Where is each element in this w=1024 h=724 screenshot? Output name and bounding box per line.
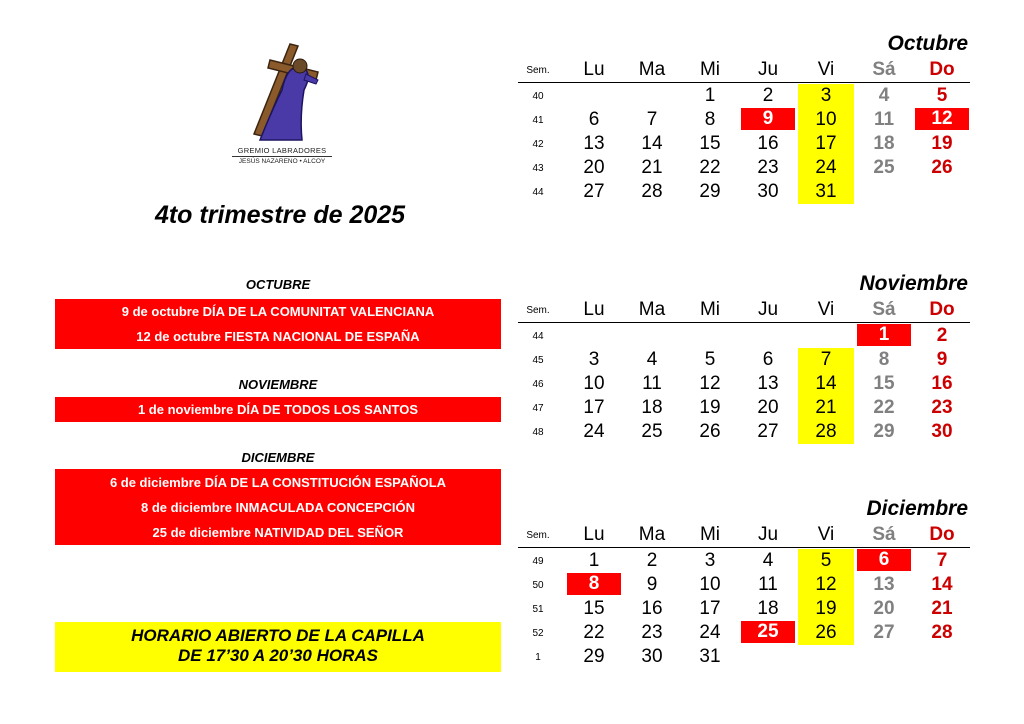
day-cell: 13 [873,574,895,595]
holiday-day-cell: 6 [857,549,911,571]
day-cell: 13 [583,133,605,154]
day-cell: 7 [936,550,948,571]
week-number-header: Sem. [526,65,550,76]
day-cell: 22 [873,397,895,418]
day-cell: 5 [798,549,854,573]
day-cell: 8 [704,109,716,130]
logo [232,40,332,175]
day-cell: 21 [641,157,663,178]
week-number: 40 [532,91,544,102]
day-cell: 19 [699,397,721,418]
day-cell: 30 [757,181,779,202]
octubre-holidays-box [55,299,501,349]
week-number-header: Sem. [526,305,550,316]
day-cell: 21 [798,396,854,420]
week-number: 46 [532,379,544,390]
day-cell: 28 [931,622,953,643]
day-cell: 3 [798,84,854,108]
day-header: Do [929,524,955,545]
day-cell: 21 [931,598,953,619]
day-cell: 4 [762,550,774,571]
day-header-row [518,298,970,323]
noviembre-holidays-box [55,397,501,422]
week-number: 48 [532,427,544,438]
day-cell: 3 [588,349,600,370]
day-cell: 19 [931,133,953,154]
day-cell: 16 [641,598,663,619]
holiday-item: 12 de octubre FIESTA NACIONAL DE ESPAÑA [136,329,420,344]
day-cell: 18 [757,598,779,619]
holiday-day-cell: 9 [741,108,795,130]
day-cell: 22 [699,157,721,178]
noviembre-heading: NOVIEMBRE [238,377,318,392]
month-noviembre [518,272,970,452]
schedule-line2: DE 17’30 A 20’30 HORAS [178,646,378,665]
day-cell: 2 [936,325,948,346]
day-cell: 17 [798,132,854,156]
day-cell: 14 [931,574,953,595]
diciembre-heading: DICIEMBRE [241,450,315,465]
day-header: Ma [638,299,666,320]
day-cell: 13 [757,373,779,394]
page-title: 4to trimestre de 2025 [154,201,406,229]
day-cell: 29 [873,421,895,442]
day-header: Vi [817,524,835,545]
day-header: Lu [583,59,605,80]
day-header: Mi [699,524,721,545]
logo-text-gremio: GREMIO LABRADORES [237,146,327,155]
day-cell: 17 [699,598,721,619]
day-cell: 11 [758,574,778,595]
day-cell: 23 [931,397,953,418]
day-cell: 9 [646,574,658,595]
day-cell: 11 [642,373,662,394]
day-cell: 14 [798,372,854,396]
nazareno-logo-icon [232,40,332,145]
day-cell: 4 [646,349,658,370]
week-number: 52 [532,628,544,639]
month-diciembre [518,497,970,677]
day-header: Ma [638,524,666,545]
day-header: Ju [757,299,779,320]
day-cell: 24 [798,156,854,180]
day-cell: 10 [583,373,605,394]
month-title: Noviembre [859,272,968,295]
week-number: 44 [532,331,544,342]
day-header: Do [929,299,955,320]
day-cell: 20 [757,397,779,418]
day-header: Lu [583,299,605,320]
day-cell: 15 [583,598,605,619]
day-cell: 1 [588,550,600,571]
day-cell: 2 [762,85,774,106]
holiday-item: 1 de noviembre DÍA DE TODOS LOS SANTOS [137,402,419,417]
octubre-heading: OCTUBRE [245,277,311,292]
day-cell: 28 [798,420,854,444]
day-cell: 12 [798,573,854,597]
day-cell: 8 [878,349,890,370]
day-cell: 7 [798,348,854,372]
day-cell: 29 [699,181,721,202]
holiday-item: 6 de diciembre DÍA DE LA CONSTITUCIÓN ESPAÑOLA [109,475,447,490]
day-cell: 26 [798,621,854,645]
day-cell: 28 [641,181,663,202]
day-header: Ju [757,59,779,80]
day-cell: 6 [588,109,600,130]
day-cell: 16 [931,373,953,394]
day-cell: 5 [704,349,716,370]
week-number: 42 [532,139,544,150]
day-cell: 15 [873,373,895,394]
week-number: 41 [532,115,544,126]
day-header: Mi [699,59,721,80]
day-header: Sá [872,299,896,320]
day-cell: 20 [873,598,895,619]
diciembre-holidays-box [55,469,501,545]
day-cell: 9 [936,349,948,370]
day-cell: 3 [704,550,716,571]
day-cell: 31 [699,646,721,667]
holiday-day-cell: 8 [567,573,621,595]
day-header: Ju [757,524,779,545]
day-cell: 27 [873,622,895,643]
day-cell: 6 [762,349,774,370]
day-cell: 18 [641,397,663,418]
week-number: 49 [532,556,544,567]
week-number: 51 [532,604,544,615]
holiday-day-cell: 1 [857,324,911,346]
day-header-row [518,523,970,548]
day-cell: 16 [757,133,779,154]
day-header: Vi [817,299,835,320]
month-octubre [518,32,970,212]
day-header: Lu [583,524,605,545]
day-cell: 23 [757,157,779,178]
day-header: Ma [638,59,666,80]
schedule-line1: HORARIO ABIERTO DE LA CAPILLA [131,626,425,645]
day-cell: 24 [699,622,721,643]
day-header-row [518,58,970,83]
holiday-item: 8 de diciembre INMACULADA CONCEPCIÓN [141,500,415,515]
day-cell: 26 [699,421,721,442]
day-cell: 30 [931,421,953,442]
day-cell: 23 [641,622,663,643]
day-header: Mi [699,299,721,320]
schedule-box [55,622,501,672]
day-cell: 20 [583,157,605,178]
week-number: 47 [532,403,544,414]
day-cell: 24 [583,421,605,442]
week-number: 44 [532,187,544,198]
day-cell: 19 [798,597,854,621]
day-cell: 17 [583,397,605,418]
week-number: 45 [532,355,544,366]
day-cell: 1 [704,85,716,106]
week-number: 1 [535,652,541,663]
day-header: Do [929,59,955,80]
holiday-day-cell: 12 [915,108,969,130]
day-cell: 27 [757,421,779,442]
day-header: Sá [872,59,896,80]
day-cell: 5 [936,85,948,106]
holiday-item: 9 de octubre DÍA DE LA COMUNITAT VALENCIANA [121,304,435,319]
day-cell: 18 [873,133,895,154]
month-title: Diciembre [866,497,968,520]
day-cell: 26 [931,157,953,178]
week-number: 43 [532,163,544,174]
day-cell: 15 [699,133,721,154]
day-cell: 27 [583,181,605,202]
day-cell: 25 [873,157,895,178]
week-number: 50 [532,580,544,591]
holiday-item: 25 de diciembre NATIVIDAD DEL SEÑOR [152,525,404,540]
day-cell: 29 [583,646,605,667]
day-cell: 11 [873,109,895,130]
day-header: Vi [817,59,835,80]
day-cell: 10 [699,574,721,595]
day-cell: 25 [641,421,663,442]
day-cell: 7 [646,109,658,130]
day-header: Sá [872,524,896,545]
day-cell: 12 [699,373,721,394]
day-cell: 31 [798,180,854,204]
day-cell: 2 [646,550,658,571]
week-number-header: Sem. [526,530,550,541]
day-cell: 14 [641,133,663,154]
day-cell: 30 [641,646,663,667]
day-cell: 22 [583,622,605,643]
holiday-day-cell: 25 [741,621,795,643]
day-cell: 10 [798,108,854,132]
day-cell: 4 [878,85,890,106]
month-title: Octubre [887,32,968,55]
logo-text-nazareno: JESÚS NAZARENO • ALCOY [232,156,332,165]
